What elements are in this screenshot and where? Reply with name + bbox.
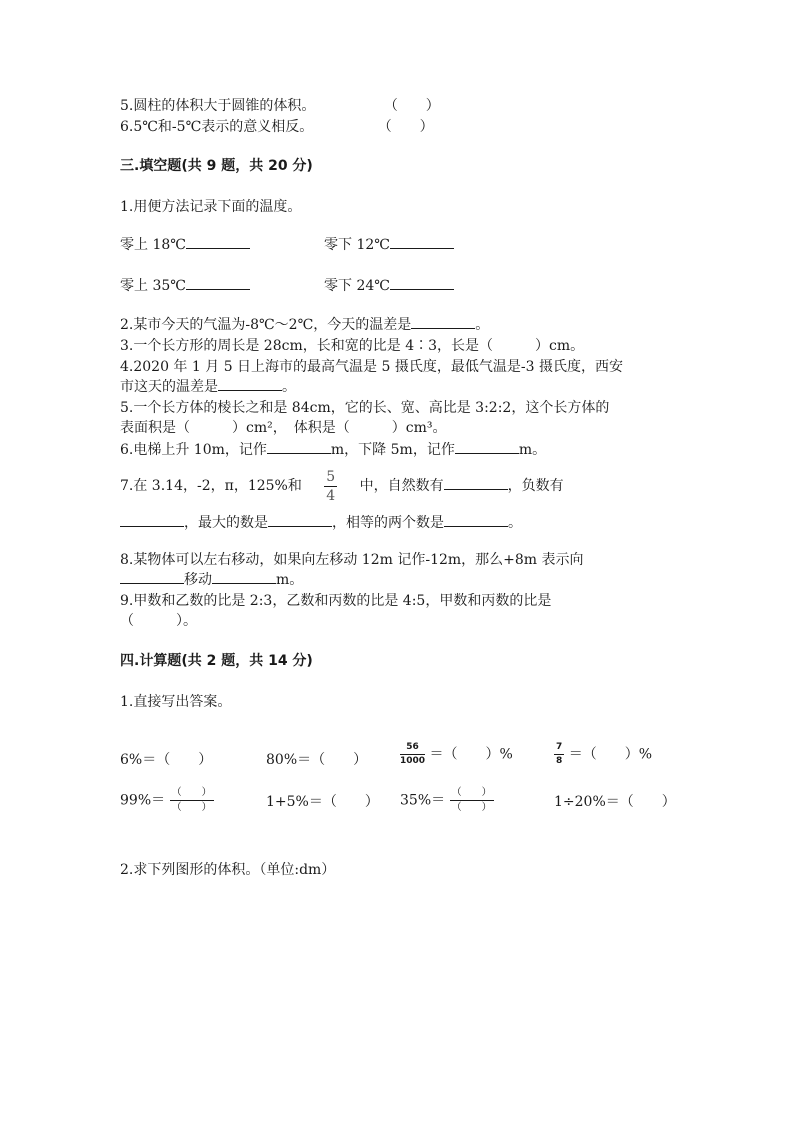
judge-q5: 5.圆柱的体积大于圆锥的体积。 （ ） [120, 98, 440, 114]
fill-q5-line1: 5.一个长方体的棱长之和是 84cm，它的长、宽、高比是 3:2:2，这个长方体的 [120, 400, 610, 416]
answer-blank[interactable] [267, 441, 331, 454]
temp-item: 零下 12℃ [324, 236, 454, 254]
fill-q2: 2.某市今天的气温为-8℃～2℃，今天的温差是 。 [120, 317, 490, 333]
calc-item: $\frac{7}{8}$ ＝（ ）% [556, 742, 653, 766]
fill-q1: 1.用便方法记录下面的温度。 [120, 199, 302, 215]
answer-blank[interactable] [212, 571, 276, 584]
answer-blank[interactable] [186, 236, 250, 249]
calc-item: $\frac{56}{1000}$ ＝（ ）% [400, 742, 513, 766]
fill-q9-line2: （ ）。 [120, 613, 197, 629]
calc-item: 35%＝ $\frac{( )}{( )}$ [400, 787, 492, 813]
fill-q3: 3.一个长方形的周长是 28cm，长和宽的比是 4∶3，长是（ ）cm。 [120, 338, 585, 354]
answer-blank[interactable] [186, 277, 250, 290]
judge-q6: 6.5℃和-5℃表示的意义相反。 （ ） [120, 119, 434, 135]
fill-q9-line1: 9.甲数和乙数的比是 2:3，乙数和丙数的比是 4:5，甲数和丙数的比是 [120, 593, 552, 609]
answer-blank[interactable] [218, 378, 282, 391]
fill-q8-line2: 移动 m。 [120, 571, 303, 589]
fill-q8-line1: 8.某物体可以左右移动，如果向左移动 12m 记作-12m，那么+8m 表示向 [120, 552, 584, 568]
answer-paren[interactable]: （ ） [383, 98, 440, 114]
answer-blank[interactable] [411, 316, 475, 329]
answer-blank[interactable] [268, 514, 332, 527]
calc-q2: 2.求下列图形的体积。（单位:dm） [120, 862, 336, 878]
answer-blank[interactable] [390, 236, 454, 249]
fill-q7-line1: 7.在 3.14，-2，π，125%和 $\frac{5}{4}$ 中，自然数有 ，负数有 [120, 468, 564, 504]
fill-q7-line2: ，最大的数是 ，相等的两个数是 。 [120, 514, 522, 532]
temp-item: 零上 18℃ [120, 236, 250, 254]
calc-q1: 1.直接写出答案。 [120, 694, 232, 710]
fill-q4-line2: 市这天的温差是 。 [120, 379, 296, 395]
answer-blank[interactable] [120, 514, 184, 527]
temp-item: 零上 35℃ [120, 277, 250, 295]
answer-blank[interactable] [390, 277, 454, 290]
fraction-7-8: $\frac{7}{8}$ [556, 742, 563, 766]
calc-item: 6%＝（ ） [120, 752, 213, 768]
temp-item: 零下 24℃ [324, 277, 454, 295]
fraction-answer[interactable]: $\frac{( )}{( )}$ [171, 787, 212, 813]
section-title-fill: 三.填空题(共 9 题，共 20 分) [120, 158, 313, 174]
fraction-answer[interactable]: $\frac{( )}{( )}$ [451, 787, 492, 813]
fill-q5-line2: 表面积是（ ）cm²， 体积是（ ）cm³。 [120, 420, 447, 436]
calc-item: 1+5%＝（ ） [266, 794, 379, 810]
answer-blank[interactable] [444, 477, 508, 490]
calc-item: 1÷20%＝（ ） [554, 794, 676, 810]
fill-q6: 6.电梯上升 10m，记作 m，下降 5m，记作 m。 [120, 442, 547, 458]
fraction-five-fourths: $\frac{5}{4}$ [326, 468, 336, 504]
answer-blank[interactable] [120, 571, 184, 584]
section-title-calc: 四.计算题(共 2 题，共 14 分) [120, 653, 313, 669]
answer-paren[interactable]: （ ） [377, 119, 434, 135]
answer-blank[interactable] [455, 441, 519, 454]
fraction-56-1000: $\frac{56}{1000}$ [400, 742, 426, 766]
fill-q4-line1: 4.2020 年 1 月 5 日上海市的最高气温是 5 摄氏度，最低气温是-3 摄氏度，西安 [120, 359, 623, 375]
answer-blank[interactable] [444, 514, 508, 527]
calc-item: 99%＝ $\frac{( )}{( )}$ [120, 787, 212, 813]
calc-item: 80%＝（ ） [266, 752, 368, 768]
